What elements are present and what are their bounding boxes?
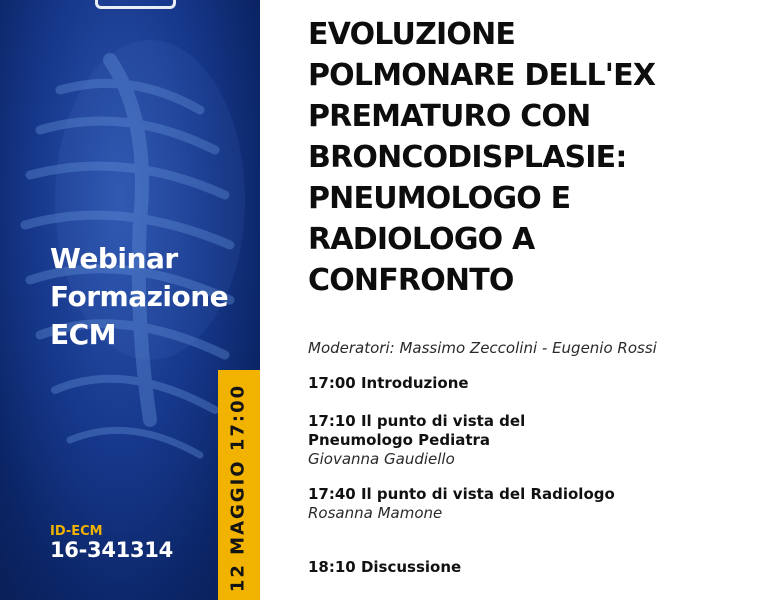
program-item-discussion [308,558,748,577]
left-banner [0,0,260,600]
date-strip [218,370,260,600]
webinar-line: Webinar [50,242,178,275]
webinar-line: ECM [50,318,117,351]
logo-frame-icon [95,0,176,9]
program-item-title: 17:00 Introduzione [308,374,469,392]
webinar-line: Formazione [50,280,229,313]
title-line: PREMATURO CON [308,99,591,134]
id-ecm-value: 16-341314 [50,538,173,562]
webinar-heading [50,240,228,354]
title-line: POLMONARE DELL'EX [308,58,656,93]
event-date: 12 MAGGIO 17:00 [227,383,249,593]
event-title [308,14,748,301]
id-ecm-label: ID-ECM [50,524,103,539]
title-line: EVOLUZIONE [308,17,516,52]
program-item-title: 18:10 Discussione [308,558,462,576]
program-item-radiologist [308,485,748,523]
title-line: PNEUMOLOGO E [308,181,571,216]
program-item-speaker: Rosanna Mamone [308,504,443,522]
program-item-title: 17:40 Il punto di vista del Radiologo [308,485,615,503]
title-line: RADIOLOGO A [308,222,535,257]
program-item-title: 17:10 Il punto di vista del [308,412,526,430]
program-item-pneumologist [308,412,748,469]
program-item-speaker: Giovanna Gaudiello [308,450,455,468]
program-item-intro [308,374,748,393]
title-line: CONFRONTO [308,263,514,298]
title-line: BRONCODISPLASIE: [308,140,627,175]
program-item-title: Pneumologo Pediatra [308,431,491,449]
moderators-line: Moderatori: Massimo Zeccolini - Eugenio Rossi [308,339,657,357]
